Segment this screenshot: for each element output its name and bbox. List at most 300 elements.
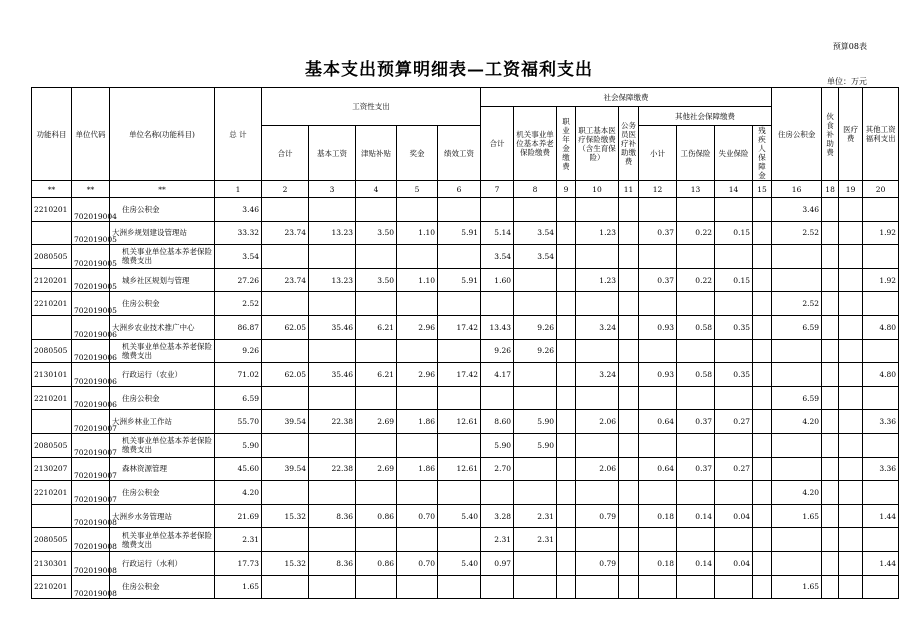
- value-cell: 1.65: [772, 504, 822, 528]
- value-cell: 0.64: [639, 410, 677, 434]
- value-cell: [397, 198, 438, 222]
- value-cell: [839, 292, 863, 316]
- value-cell: 35.46: [309, 315, 356, 339]
- unit-name-cell: 城乡社区规划与管理: [110, 268, 215, 292]
- column-index: 4: [356, 181, 397, 198]
- form-number: 预算08表: [832, 42, 867, 51]
- value-cell: [822, 268, 839, 292]
- value-cell: [619, 528, 639, 552]
- value-cell: 55.70: [215, 410, 262, 434]
- column-index: 2: [262, 181, 309, 198]
- value-cell: [397, 481, 438, 505]
- value-cell: [397, 245, 438, 269]
- value-cell: 9.26: [481, 339, 514, 363]
- value-cell: [677, 575, 715, 599]
- value-cell: [557, 363, 576, 387]
- value-cell: 0.58: [677, 363, 715, 387]
- value-cell: [715, 575, 753, 599]
- header-func-subject: 功能科目: [32, 88, 72, 181]
- value-cell: [715, 433, 753, 457]
- value-cell: [619, 363, 639, 387]
- value-cell: 5.90: [514, 433, 557, 457]
- value-cell: [438, 292, 481, 316]
- budget-table: [31, 87, 899, 599]
- value-cell: [576, 528, 619, 552]
- value-cell: [619, 504, 639, 528]
- unit-code-cell: 702019006: [72, 363, 110, 387]
- value-cell: [262, 339, 309, 363]
- value-cell: [753, 292, 772, 316]
- value-cell: [356, 575, 397, 599]
- value-cell: [639, 245, 677, 269]
- header-medical: 医疗费: [839, 88, 863, 181]
- value-cell: [677, 528, 715, 552]
- value-cell: [514, 457, 557, 481]
- value-cell: 15.32: [262, 551, 309, 575]
- value-cell: 17.42: [438, 315, 481, 339]
- value-cell: [557, 339, 576, 363]
- value-cell: 5.90: [481, 433, 514, 457]
- unit-code-cell: 702019008: [72, 504, 110, 528]
- value-cell: 3.50: [356, 268, 397, 292]
- value-cell: 9.26: [215, 339, 262, 363]
- value-cell: 0.37: [677, 410, 715, 434]
- value-cell: [822, 386, 839, 410]
- value-cell: [262, 292, 309, 316]
- value-cell: [438, 528, 481, 552]
- unit-name-cell: 行政运行（农业）: [110, 363, 215, 387]
- table-row: [32, 268, 899, 292]
- value-cell: [262, 481, 309, 505]
- value-cell: 2.31: [481, 528, 514, 552]
- value-cell: [753, 221, 772, 245]
- value-cell: 22.38: [309, 457, 356, 481]
- value-cell: [576, 198, 619, 222]
- value-cell: 1.10: [397, 221, 438, 245]
- column-index: 12: [639, 181, 677, 198]
- value-cell: [839, 198, 863, 222]
- header-occupational: 职业年金缴费: [557, 107, 576, 181]
- value-cell: [715, 528, 753, 552]
- value-cell: 1.92: [863, 221, 899, 245]
- unit-code-cell: 702019008: [72, 528, 110, 552]
- value-cell: [753, 363, 772, 387]
- column-index: 6: [438, 181, 481, 198]
- value-cell: [839, 481, 863, 505]
- value-cell: [438, 386, 481, 410]
- value-cell: [863, 481, 899, 505]
- value-cell: 0.35: [715, 363, 753, 387]
- value-cell: [557, 575, 576, 599]
- value-cell: 0.18: [639, 504, 677, 528]
- value-cell: [438, 433, 481, 457]
- value-cell: 39.54: [262, 457, 309, 481]
- column-index: 8: [514, 181, 557, 198]
- value-cell: [576, 386, 619, 410]
- value-cell: 9.26: [514, 339, 557, 363]
- value-cell: 1.23: [576, 268, 619, 292]
- value-cell: 2.06: [576, 410, 619, 434]
- value-cell: [557, 198, 576, 222]
- func-subject-cell: 2130101: [32, 363, 72, 387]
- value-cell: [772, 551, 822, 575]
- value-cell: 1.65: [772, 575, 822, 599]
- value-cell: [753, 386, 772, 410]
- value-cell: [822, 433, 839, 457]
- value-cell: 2.69: [356, 457, 397, 481]
- value-cell: [753, 315, 772, 339]
- header-housing: 住房公积金: [772, 88, 822, 181]
- value-cell: [557, 504, 576, 528]
- column-index: 18: [822, 181, 839, 198]
- value-cell: [772, 339, 822, 363]
- unit-code-cell: 702019005: [72, 268, 110, 292]
- column-index: 19: [839, 181, 863, 198]
- value-cell: [639, 292, 677, 316]
- header-bonus: 奖金: [397, 126, 438, 181]
- value-cell: 0.70: [397, 504, 438, 528]
- header-unemployment: 失业保险: [715, 126, 753, 181]
- value-cell: [772, 528, 822, 552]
- unit-name-cell: 机关事业单位基本养老保险缴费支出: [110, 339, 215, 363]
- value-cell: [619, 433, 639, 457]
- value-cell: 2.31: [514, 528, 557, 552]
- value-cell: [639, 386, 677, 410]
- value-cell: [514, 268, 557, 292]
- value-cell: 0.22: [677, 221, 715, 245]
- value-cell: 0.18: [639, 551, 677, 575]
- value-cell: [822, 315, 839, 339]
- unit-name-cell: 机关事业单位基本养老保险缴费支出: [110, 433, 215, 457]
- value-cell: 62.05: [262, 315, 309, 339]
- func-subject-cell: 2210201: [32, 575, 72, 599]
- value-cell: [863, 339, 899, 363]
- value-cell: [309, 575, 356, 599]
- func-subject-cell: 2130301: [32, 551, 72, 575]
- value-cell: [839, 245, 863, 269]
- unit-code-cell: 702019005: [72, 292, 110, 316]
- value-cell: 2.31: [215, 528, 262, 552]
- value-cell: [822, 339, 839, 363]
- value-cell: [753, 339, 772, 363]
- func-subject-cell: 2080505: [32, 245, 72, 269]
- value-cell: [481, 198, 514, 222]
- value-cell: [619, 268, 639, 292]
- value-cell: [639, 575, 677, 599]
- value-cell: [309, 245, 356, 269]
- unit-name-cell: 住房公积金: [110, 292, 215, 316]
- value-cell: [309, 198, 356, 222]
- value-cell: 4.20: [772, 410, 822, 434]
- value-cell: 21.69: [215, 504, 262, 528]
- value-cell: 15.32: [262, 504, 309, 528]
- value-cell: [753, 481, 772, 505]
- value-cell: [863, 433, 899, 457]
- value-cell: [557, 386, 576, 410]
- value-cell: 0.37: [677, 457, 715, 481]
- value-cell: [863, 575, 899, 599]
- value-cell: [839, 363, 863, 387]
- value-cell: [839, 339, 863, 363]
- value-cell: [863, 245, 899, 269]
- value-cell: [772, 245, 822, 269]
- value-cell: 2.52: [215, 292, 262, 316]
- table-row: [32, 481, 899, 505]
- header-wage-total: 合计: [262, 126, 309, 181]
- value-cell: [863, 528, 899, 552]
- value-cell: 12.61: [438, 457, 481, 481]
- value-cell: [262, 198, 309, 222]
- value-cell: [438, 339, 481, 363]
- header-social-group: 社会保障缴费: [481, 88, 772, 107]
- value-cell: 1.60: [481, 268, 514, 292]
- func-subject-cell: 2210201: [32, 481, 72, 505]
- page-title: 基本支出预算明细表—工资福利支出: [305, 60, 593, 80]
- unit-name-cell: 住房公积金: [110, 198, 215, 222]
- value-cell: 0.27: [715, 457, 753, 481]
- table-row: [32, 245, 899, 269]
- value-cell: [839, 504, 863, 528]
- value-cell: [557, 292, 576, 316]
- value-cell: [822, 457, 839, 481]
- value-cell: [753, 410, 772, 434]
- column-index: 13: [677, 181, 715, 198]
- value-cell: [356, 245, 397, 269]
- value-cell: 6.59: [215, 386, 262, 410]
- unit-code-cell: 702019007: [72, 433, 110, 457]
- value-cell: 0.93: [639, 315, 677, 339]
- value-cell: 23.74: [262, 268, 309, 292]
- value-cell: 3.28: [481, 504, 514, 528]
- header-injury: 工伤保险: [677, 126, 715, 181]
- unit-code-cell: 702019006: [72, 315, 110, 339]
- value-cell: 86.87: [215, 315, 262, 339]
- value-cell: 8.60: [481, 410, 514, 434]
- value-cell: [677, 339, 715, 363]
- func-subject-cell: 2080505: [32, 528, 72, 552]
- table-row: [32, 315, 899, 339]
- table-row: [32, 198, 899, 222]
- header-employee-medical: 职工基本医疗保险缴费（含生育保险）: [576, 107, 619, 181]
- unit-code-cell: 702019006: [72, 339, 110, 363]
- value-cell: 0.15: [715, 221, 753, 245]
- value-cell: [619, 410, 639, 434]
- value-cell: [839, 457, 863, 481]
- value-cell: [753, 575, 772, 599]
- value-cell: [753, 457, 772, 481]
- value-cell: [639, 198, 677, 222]
- header-disability: 残疾人保障金: [753, 126, 772, 181]
- value-cell: 4.80: [863, 363, 899, 387]
- table-row: [32, 363, 899, 387]
- header-social-total: 合计: [481, 107, 514, 181]
- value-cell: 5.40: [438, 551, 481, 575]
- unit-name-cell: 住房公积金: [110, 481, 215, 505]
- func-subject-cell: 2120201: [32, 268, 72, 292]
- value-cell: [619, 481, 639, 505]
- value-cell: [619, 221, 639, 245]
- value-cell: 6.59: [772, 315, 822, 339]
- value-cell: 3.54: [514, 221, 557, 245]
- value-cell: [514, 481, 557, 505]
- header-other-social-group: 其他社会保障缴费: [639, 107, 772, 126]
- value-cell: [557, 245, 576, 269]
- value-cell: [438, 481, 481, 505]
- value-cell: [639, 528, 677, 552]
- value-cell: 5.14: [481, 221, 514, 245]
- value-cell: [822, 198, 839, 222]
- func-subject-cell: [32, 410, 72, 434]
- value-cell: [576, 433, 619, 457]
- value-cell: 3.46: [772, 198, 822, 222]
- value-cell: 0.70: [397, 551, 438, 575]
- value-cell: 0.86: [356, 551, 397, 575]
- value-cell: 3.54: [514, 245, 557, 269]
- value-cell: [677, 433, 715, 457]
- value-cell: 0.79: [576, 551, 619, 575]
- value-cell: [839, 386, 863, 410]
- value-cell: 0.22: [677, 268, 715, 292]
- value-cell: 0.14: [677, 504, 715, 528]
- column-index: 14: [715, 181, 753, 198]
- value-cell: 3.46: [215, 198, 262, 222]
- table-row: [32, 410, 899, 434]
- value-cell: [514, 551, 557, 575]
- value-cell: [356, 433, 397, 457]
- value-cell: [822, 551, 839, 575]
- value-cell: [557, 410, 576, 434]
- value-cell: 1.86: [397, 457, 438, 481]
- column-index: 15: [753, 181, 772, 198]
- value-cell: [639, 481, 677, 505]
- unit-code-cell: 702019008: [72, 575, 110, 599]
- value-cell: [397, 433, 438, 457]
- value-cell: 3.54: [481, 245, 514, 269]
- value-cell: 3.50: [356, 221, 397, 245]
- column-index: 10: [576, 181, 619, 198]
- table-row: [32, 433, 899, 457]
- value-cell: 2.52: [772, 292, 822, 316]
- value-cell: 13.43: [481, 315, 514, 339]
- unit-code-cell: 702019005: [72, 221, 110, 245]
- value-cell: [753, 198, 772, 222]
- value-cell: 13.23: [309, 268, 356, 292]
- unit-name-cell: 森林资源管理: [110, 457, 215, 481]
- value-cell: [863, 386, 899, 410]
- value-cell: 2.31: [514, 504, 557, 528]
- value-cell: [822, 363, 839, 387]
- value-cell: 27.26: [215, 268, 262, 292]
- value-cell: 2.70: [481, 457, 514, 481]
- value-cell: 2.69: [356, 410, 397, 434]
- value-cell: 1.92: [863, 268, 899, 292]
- value-cell: [839, 315, 863, 339]
- unit-name-cell: 大洲乡水务管理站: [110, 504, 215, 528]
- value-cell: [619, 386, 639, 410]
- unit-code-cell: 702019008: [72, 551, 110, 575]
- unit-name-cell: 住房公积金: [110, 575, 215, 599]
- func-subject-cell: 2130207: [32, 457, 72, 481]
- unit-code-cell: 702019006: [72, 386, 110, 410]
- value-cell: [822, 245, 839, 269]
- value-cell: [397, 292, 438, 316]
- value-cell: [557, 268, 576, 292]
- value-cell: [557, 481, 576, 505]
- table-row: [32, 551, 899, 575]
- value-cell: 6.21: [356, 315, 397, 339]
- value-cell: 1.10: [397, 268, 438, 292]
- value-cell: [557, 528, 576, 552]
- value-cell: [356, 339, 397, 363]
- value-cell: [309, 339, 356, 363]
- value-cell: [753, 433, 772, 457]
- value-cell: 62.05: [262, 363, 309, 387]
- value-cell: [822, 504, 839, 528]
- value-cell: 9.26: [514, 315, 557, 339]
- value-cell: [839, 551, 863, 575]
- value-cell: 4.20: [215, 481, 262, 505]
- value-cell: [397, 575, 438, 599]
- value-cell: [356, 481, 397, 505]
- header-performance: 绩效工资: [438, 126, 481, 181]
- column-index: 3: [309, 181, 356, 198]
- value-cell: 0.27: [715, 410, 753, 434]
- value-cell: [753, 504, 772, 528]
- value-cell: [576, 292, 619, 316]
- value-cell: [557, 457, 576, 481]
- value-cell: [576, 575, 619, 599]
- value-cell: [262, 575, 309, 599]
- value-cell: [356, 528, 397, 552]
- value-cell: 8.36: [309, 551, 356, 575]
- value-cell: [863, 292, 899, 316]
- value-cell: 0.37: [639, 221, 677, 245]
- value-cell: [576, 339, 619, 363]
- table-row: [32, 221, 899, 245]
- value-cell: [557, 315, 576, 339]
- value-cell: 0.15: [715, 268, 753, 292]
- value-cell: 4.17: [481, 363, 514, 387]
- value-cell: 0.79: [576, 504, 619, 528]
- func-subject-cell: [32, 504, 72, 528]
- value-cell: [619, 315, 639, 339]
- value-cell: [262, 433, 309, 457]
- value-cell: [619, 292, 639, 316]
- value-cell: [822, 221, 839, 245]
- value-cell: 71.02: [215, 363, 262, 387]
- value-cell: [557, 221, 576, 245]
- value-cell: [677, 386, 715, 410]
- header-total: 总 计: [215, 88, 262, 181]
- table-row: [32, 457, 899, 481]
- value-cell: [715, 339, 753, 363]
- value-cell: [677, 245, 715, 269]
- value-cell: [481, 575, 514, 599]
- value-cell: [822, 528, 839, 552]
- value-cell: 4.20: [772, 481, 822, 505]
- value-cell: 0.64: [639, 457, 677, 481]
- value-cell: [481, 386, 514, 410]
- value-cell: 17.42: [438, 363, 481, 387]
- header-wage-group: 工资性支出: [262, 88, 481, 126]
- value-cell: [514, 292, 557, 316]
- table-row: [32, 575, 899, 599]
- value-cell: 8.36: [309, 504, 356, 528]
- value-cell: [557, 433, 576, 457]
- value-cell: [576, 481, 619, 505]
- value-cell: [772, 433, 822, 457]
- header-other-subtotal: 小计: [639, 126, 677, 181]
